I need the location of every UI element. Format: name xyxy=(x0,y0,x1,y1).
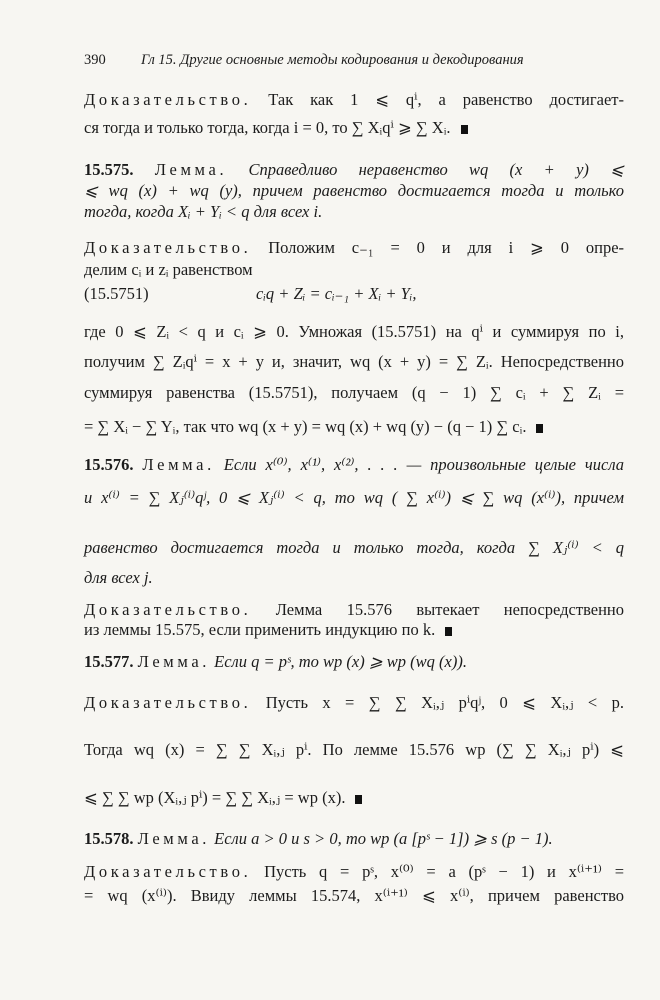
proof-text: Лемма 15.576 вытекает непосредственно xyxy=(275,600,624,619)
proof-1-line-1 xyxy=(84,90,624,110)
lemma-15576-line-1 xyxy=(84,455,624,475)
running-header xyxy=(84,52,624,76)
lemma-text: Если x⁽⁰⁾, x⁽¹⁾, x⁽²⁾, . . . — произвольные целые числа xyxy=(223,455,624,474)
lemma-number: 15.576. xyxy=(84,455,134,474)
lemma-15576-line-4: для всех j. xyxy=(84,568,153,587)
lemma-text: Справедливо неравенство wq (x + y) ⩽ xyxy=(248,160,625,179)
page-number: 390 xyxy=(84,52,106,68)
proof-label: Доказательство. xyxy=(84,862,252,881)
proof-5-line-1 xyxy=(84,862,624,882)
lemma-number: 15.575. xyxy=(84,160,134,179)
proof-label: Доказательство. xyxy=(84,693,252,712)
lemma-15575-line-3: тогда, когда Xᵢ + Yᵢ < q для всех i. xyxy=(84,202,323,221)
proof-2-line-5: суммируя равенства (15.5751), получаем (q − 1) ∑ cᵢ + ∑ Zᵢ = xyxy=(84,383,624,402)
qed-mark xyxy=(355,795,362,804)
equation-label: (15.5751) xyxy=(84,284,149,303)
lemma-text: Если a > 0 и s > 0, то wp (a [pˢ − 1]) ⩾ s (p − 1). xyxy=(214,829,553,848)
qed-mark xyxy=(461,125,468,134)
proof-text: Положим c₋₁ = 0 и для i ⩾ 0 опре- xyxy=(268,238,625,257)
running-title: Гл 15. Другие основные методы кодирования и декодирования xyxy=(141,52,524,68)
lemma-15575-line-2: ⩽ wq (x) + wq (y), причем равенство достигается тогда и только xyxy=(84,181,624,200)
lemma-15576-line-2: и x⁽ⁱ⁾ = ∑ Xⱼ⁽ⁱ⁾qʲ, 0 ⩽ Xⱼ⁽ⁱ⁾ < q, то wq ( ∑ x⁽ⁱ⁾) ⩽ ∑ wq (x⁽ⁱ⁾), причем xyxy=(84,488,624,507)
lemma-number: 15.578. xyxy=(84,829,134,848)
proof-label: Доказательство. xyxy=(84,238,252,257)
proof-text: Так как 1 ⩽ qⁱ, а равенство достигает- xyxy=(268,90,625,109)
proof-label: Доказательство. xyxy=(84,90,252,109)
lemma-word: Лемма. xyxy=(137,652,211,671)
proof-label: Доказательство. xyxy=(84,600,252,619)
lemma-15576-line-3: равенство достигается тогда и только тогда, когда ∑ Xⱼ⁽ⁱ⁾ < q xyxy=(84,538,624,557)
proof-text: = ∑ Xᵢ − ∑ Yᵢ, так что wq (x + y) = wq (x) + wq (y) − (q − 1) ∑ cᵢ. xyxy=(84,417,527,436)
lemma-15575-line-1 xyxy=(84,160,624,180)
lemma-word: Лемма. xyxy=(142,455,215,474)
lemma-word: Лемма. xyxy=(154,160,228,179)
proof-text: ся тогда и только тогда, когда i = 0, то ∑ Xᵢqⁱ ⩾ ∑ Xᵢ. xyxy=(84,118,451,137)
proof-text: из леммы 15.575, если применить индукцию по k. xyxy=(84,620,436,639)
proof-2-line-2: делим cᵢ и zᵢ равенством xyxy=(84,260,253,279)
qed-mark xyxy=(445,627,452,636)
proof-2-line-1 xyxy=(84,238,624,258)
proof-3-line-2 xyxy=(84,620,624,640)
proof-2-line-6 xyxy=(84,417,624,437)
proof-1-line-2 xyxy=(84,118,624,138)
lemma-word: Лемма. xyxy=(137,829,211,848)
proof-text: ⩽ ∑ ∑ wp (Xᵢ,ⱼ pⁱ) = ∑ ∑ Xᵢ,ⱼ = wp (x). xyxy=(84,788,346,807)
proof-4-line-1 xyxy=(84,693,624,713)
equation-15575-1 xyxy=(84,284,624,304)
lemma-15578 xyxy=(84,829,624,849)
lemma-text: Если q = pˢ, то wp (x) ⩾ wp (wq (x)). xyxy=(214,652,467,671)
proof-text: Пусть x = ∑ ∑ Xᵢ,ⱼ pⁱqʲ, 0 ⩽ Xᵢ,ⱼ < p. xyxy=(265,693,625,712)
proof-5-line-2: = wq (x⁽ⁱ⁾). Ввиду леммы 15.574, x⁽ⁱ⁺¹⁾ ⩽ x⁽ⁱ⁾, причем равенство xyxy=(84,886,624,905)
proof-2-line-3: где 0 ⩽ Zᵢ < q и cᵢ ⩾ 0. Умножая (15.5751) на qⁱ и суммируя по i, xyxy=(84,322,624,341)
equation-body: cᵢq + Zᵢ = cᵢ₋₁ + Xᵢ + Yᵢ, xyxy=(256,284,417,303)
proof-4-line-2: Тогда wq (x) = ∑ ∑ Xᵢ,ⱼ pⁱ. По лемме 15.576 wp (∑ ∑ Xᵢ,ⱼ pⁱ) ⩽ xyxy=(84,740,624,759)
qed-mark xyxy=(536,424,543,433)
lemma-number: 15.577. xyxy=(84,652,134,671)
proof-4-line-3 xyxy=(84,788,624,808)
proof-3-line-1 xyxy=(84,600,624,620)
proof-text: Пусть q = pˢ, x⁽⁰⁾ = a (pˢ − 1) и x⁽ⁱ⁺¹⁾ = xyxy=(264,862,625,881)
lemma-15577 xyxy=(84,652,624,672)
proof-2-line-4: получим ∑ Zᵢqⁱ = x + y и, значит, wq (x + y) = ∑ Zᵢ. Непосредственно xyxy=(84,352,624,371)
